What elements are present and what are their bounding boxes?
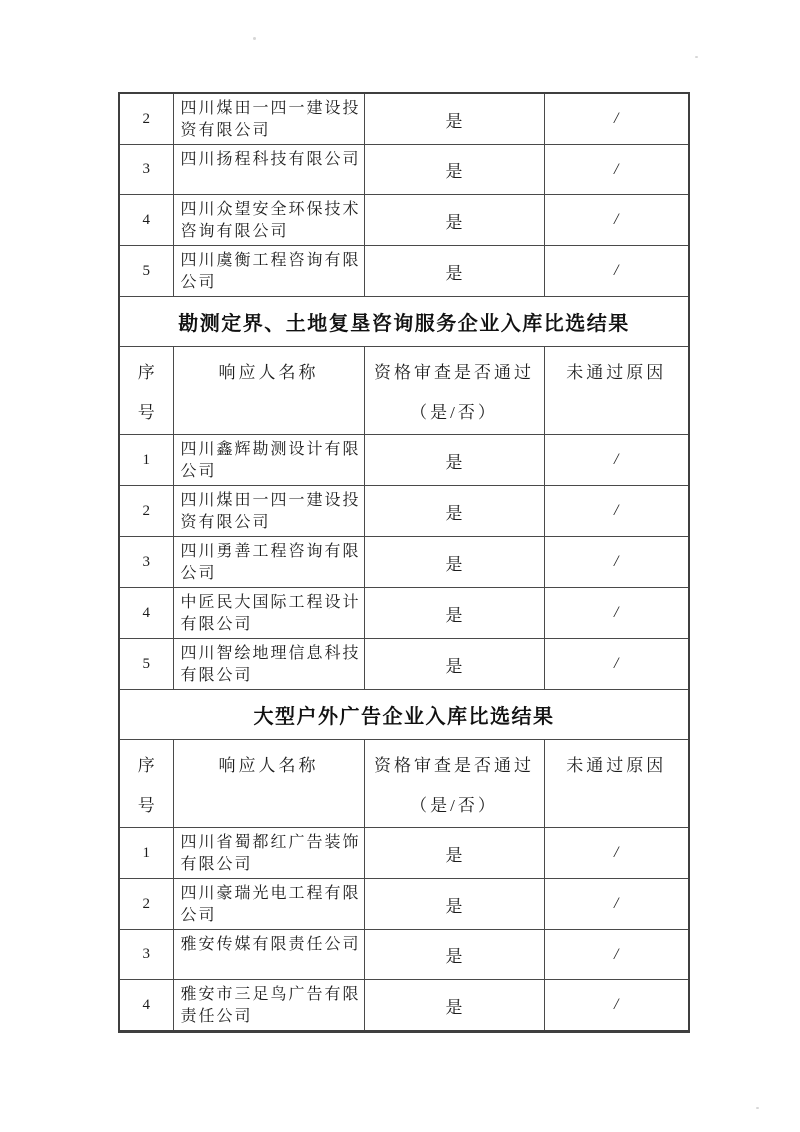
row-number-cell: 2 <box>119 93 173 145</box>
table-row <box>119 879 689 930</box>
row-number-cell: 5 <box>119 639 173 690</box>
header-qualification-pass <box>364 347 544 435</box>
header-qualification-pass-line2: （是/否） <box>410 403 498 422</box>
pass-status-cell: 是 <box>364 537 544 588</box>
pass-status-cell: 是 <box>364 145 544 195</box>
reason-cell: / <box>544 828 689 879</box>
table-row <box>119 145 689 195</box>
header-qualification-pass-line1: 资格审查是否通过 <box>374 756 534 775</box>
company-name-cell: 四川勇善工程咨询有限公司 <box>173 537 364 588</box>
section-title-outdoor-ads: 大型户外广告企业入库比选结果 <box>119 690 689 740</box>
company-name-cell: 四川智绘地理信息科技有限公司 <box>173 639 364 690</box>
section-title-survey-reclamation: 勘测定界、土地复垦咨询服务企业入库比选结果 <box>119 297 689 347</box>
table-row <box>119 537 689 588</box>
company-name-cell: 中匠民大国际工程设计有限公司 <box>173 588 364 639</box>
row-number-cell: 1 <box>119 435 173 486</box>
company-name-cell: 四川豪瑞光电工程有限公司 <box>173 879 364 930</box>
header-fail-reason: 未通过原因 <box>544 347 689 435</box>
reason-cell: / <box>544 486 689 537</box>
header-seq-no: 序号 <box>119 347 173 435</box>
reason-cell: / <box>544 246 689 297</box>
reason-cell: / <box>544 879 689 930</box>
section-title-row <box>119 690 689 740</box>
reason-cell: / <box>544 980 689 1032</box>
pass-status-cell: 是 <box>364 828 544 879</box>
pass-status-cell: 是 <box>364 486 544 537</box>
row-number-cell: 2 <box>119 879 173 930</box>
table-header-row <box>119 347 689 435</box>
pass-status-cell: 是 <box>364 588 544 639</box>
company-name-cell: 四川虞衡工程咨询有限公司 <box>173 246 364 297</box>
header-qualification-pass <box>364 740 544 828</box>
scan-speck <box>253 37 256 40</box>
header-qualification-pass-line1: 资格审查是否通过 <box>374 363 534 382</box>
row-number-cell: 4 <box>119 195 173 246</box>
table-row <box>119 435 689 486</box>
pass-status-cell: 是 <box>364 195 544 246</box>
header-qualification-pass-line2: （是/否） <box>410 796 498 815</box>
pass-status-cell: 是 <box>364 246 544 297</box>
company-name-cell: 四川扬程科技有限公司 <box>173 145 364 195</box>
pass-status-cell: 是 <box>364 639 544 690</box>
section-title-row <box>119 297 689 347</box>
company-name-cell: 四川煤田一四一建设投资有限公司 <box>173 486 364 537</box>
reason-cell: / <box>544 435 689 486</box>
reason-cell: / <box>544 588 689 639</box>
pass-status-cell: 是 <box>364 879 544 930</box>
header-seq-no: 序号 <box>119 740 173 828</box>
row-number-cell: 1 <box>119 828 173 879</box>
row-number-cell: 3 <box>119 930 173 980</box>
scan-speck <box>695 56 698 58</box>
scan-speck <box>756 1107 759 1109</box>
company-name-cell: 四川鑫辉勘测设计有限公司 <box>173 435 364 486</box>
table-row <box>119 930 689 980</box>
reason-cell: / <box>544 195 689 246</box>
reason-cell: / <box>544 145 689 195</box>
table-row <box>119 828 689 879</box>
company-name-cell: 四川众望安全环保技术咨询有限公司 <box>173 195 364 246</box>
company-name-cell: 四川煤田一四一建设投资有限公司 <box>173 93 364 145</box>
header-respondent-name: 响应人名称 <box>173 740 364 828</box>
row-number-cell: 4 <box>119 980 173 1032</box>
table-header-row <box>119 740 689 828</box>
qualification-results-table <box>118 92 690 1033</box>
reason-cell: / <box>544 639 689 690</box>
header-respondent-name: 响应人名称 <box>173 347 364 435</box>
pass-status-cell: 是 <box>364 980 544 1032</box>
reason-cell: / <box>544 537 689 588</box>
table-row <box>119 486 689 537</box>
table-row <box>119 588 689 639</box>
row-number-cell: 3 <box>119 537 173 588</box>
company-name-cell: 雅安市三足鸟广告有限责任公司 <box>173 980 364 1032</box>
company-name-cell: 雅安传媒有限责任公司 <box>173 930 364 980</box>
table-row <box>119 195 689 246</box>
row-number-cell: 5 <box>119 246 173 297</box>
reason-cell: / <box>544 930 689 980</box>
row-number-cell: 2 <box>119 486 173 537</box>
header-fail-reason: 未通过原因 <box>544 740 689 828</box>
pass-status-cell: 是 <box>364 435 544 486</box>
table-row <box>119 246 689 297</box>
table-row <box>119 980 689 1032</box>
pass-status-cell: 是 <box>364 93 544 145</box>
pass-status-cell: 是 <box>364 930 544 980</box>
table-row <box>119 639 689 690</box>
reason-cell: / <box>544 93 689 145</box>
row-number-cell: 4 <box>119 588 173 639</box>
row-number-cell: 3 <box>119 145 173 195</box>
table-row <box>119 93 689 145</box>
company-name-cell: 四川省蜀都红广告装饰有限公司 <box>173 828 364 879</box>
